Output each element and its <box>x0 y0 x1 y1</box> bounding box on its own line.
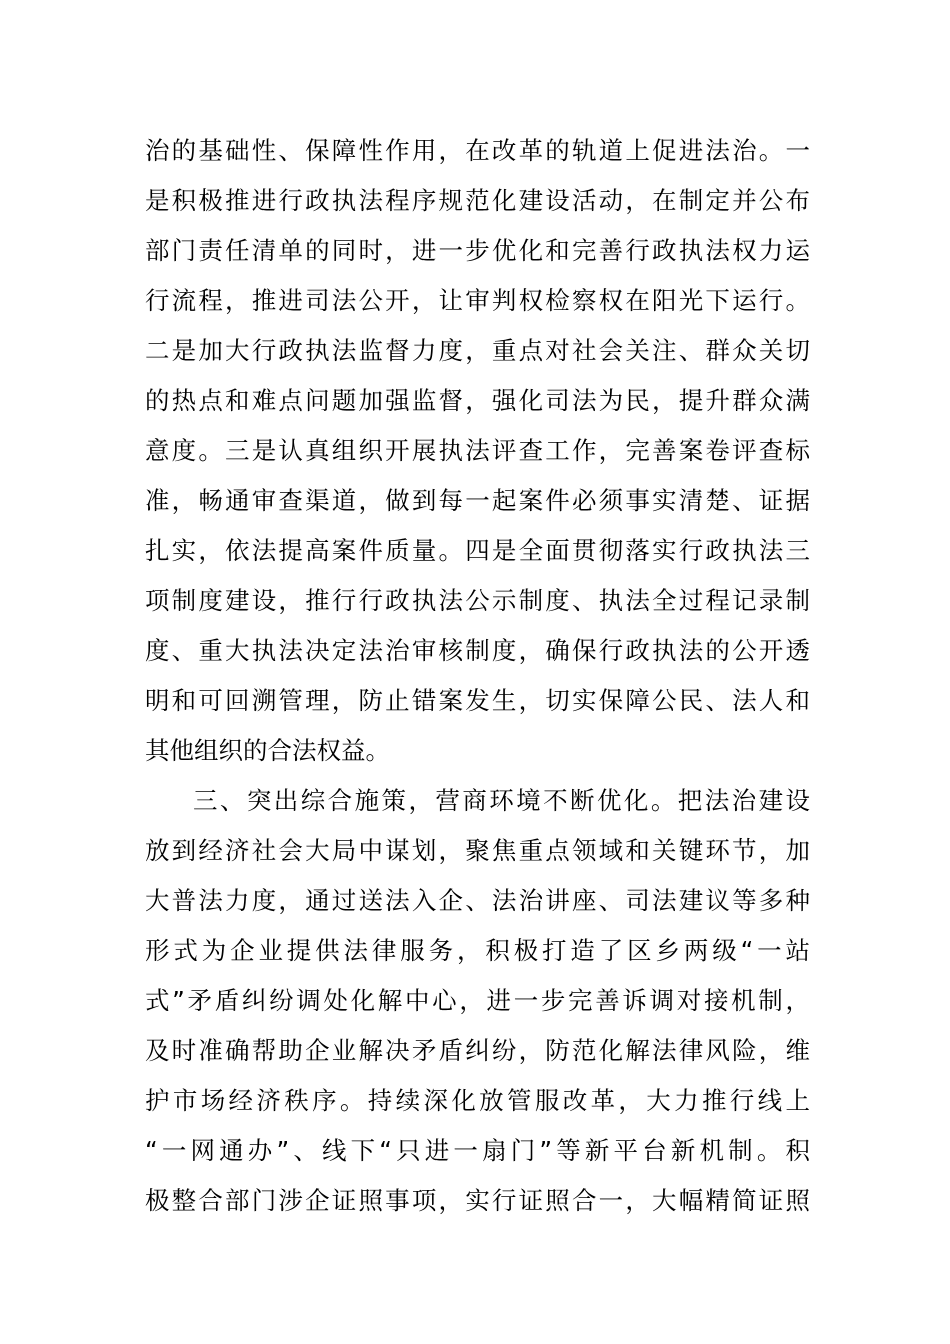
text-line: 是积极推进行政执法程序规范化建设活动，在制定并公布 <box>145 186 810 215</box>
text-line: 其他组织的合法权益。 <box>145 736 390 765</box>
text-line: 的热点和难点问题加强监督，强化司法为民，提升群众满 <box>145 386 810 415</box>
text-line: 度、重大执法决定法治审核制度，确保行政执法的公开透 <box>145 636 810 665</box>
text-line: 项制度建设，推行行政执法公示制度、执法全过程记录制 <box>145 586 810 615</box>
text-line: 极整合部门涉企证照事项，实行证照合一，大幅精简证照 <box>145 1186 810 1215</box>
text-line: 二是加大行政执法监督力度，重点对社会关注、群众关切 <box>145 336 810 365</box>
text-line: 行流程，推进司法公开，让审判权检察权在阳光下运行。 <box>145 286 810 315</box>
body-text <box>145 126 810 1226</box>
text-line: 护市场经济秩序。持续深化放管服改革，大力推行线上 <box>145 1086 810 1115</box>
text-line: 及时准确帮助企业解决矛盾纠纷，防范化解法律风险，维 <box>145 1036 810 1065</box>
text-line: 明和可回溯管理，防止错案发生，切实保障公民、法人和 <box>145 686 810 715</box>
text-line: 部门责任清单的同时，进一步优化和完善行政执法权力运 <box>145 236 810 265</box>
text-line: 意度。三是认真组织开展执法评查工作，完善案卷评查标 <box>145 436 810 465</box>
text-line: “一网通办”、线下“只进一扇门”等新平台新机制。积 <box>145 1136 810 1165</box>
text-line: 式”矛盾纠纷调处化解中心，进一步完善诉调对接机制， <box>145 986 810 1015</box>
paragraph-start-line: 三、突出综合施策，营商环境不断优化。把法治建设 <box>193 786 810 815</box>
text-line: 准，畅通审查渠道，做到每一起案件必须事实清楚、证据 <box>145 486 810 515</box>
text-line: 形式为企业提供法律服务，积极打造了区乡两级“一站 <box>145 936 810 965</box>
text-line: 大普法力度，通过送法入企、法治讲座、司法建议等多种 <box>145 886 810 915</box>
text-line: 放到经济社会大局中谋划，聚焦重点领域和关键环节，加 <box>145 836 810 865</box>
text-line: 扎实，依法提高案件质量。四是全面贯彻落实行政执法三 <box>145 536 810 565</box>
text-line: 治的基础性、保障性作用，在改革的轨道上促进法治。一 <box>145 136 810 165</box>
